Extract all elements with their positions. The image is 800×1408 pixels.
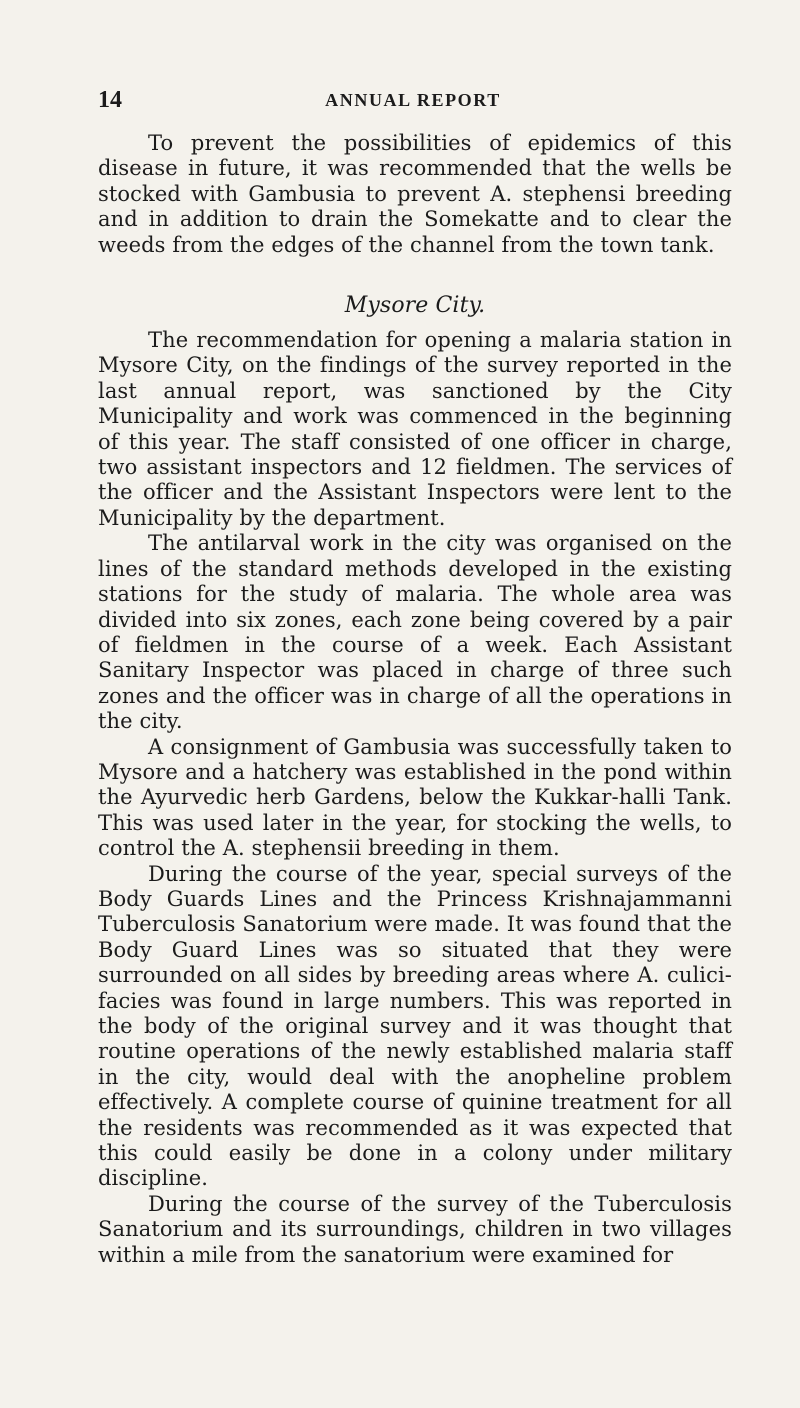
section-heading: Mysore City. xyxy=(344,293,486,319)
page-header xyxy=(98,86,728,116)
spacer xyxy=(98,258,732,293)
page-number: 14 xyxy=(98,87,122,113)
paragraph: During the course of the survey of the Tuberculosis Sanatorium and its surroundings, children in two villages within a mile from the sanatorium were examined for xyxy=(98,1191,732,1267)
paragraph: During the course of the year, special surveys of the Body Guards Lines and the Princess Krishnajammanni Tuberculosis Sanatorium were made. It was found that the Body Guard Lines was so situated that they were surrounded on all sides by breeding areas where A. culici-facies was found in large numbers. This was reported in the body of the original survey and it was thought that routine operations of the newly established malaria staff in the city, would deal with the anopheline problem effectively. A complete course of quinine treatment for all the residents was recommended as it was expected that this could easily be done in a colony under military discipline. xyxy=(98,861,732,1191)
paragraph: To prevent the possibilities of epidemics of this disease in future, it was recommended that the wells be stocked with Gambusia to prevent A. stephensi breeding and in addition to drain the Somekatte and to clear the weeds from the edges of the channel from the town tank. xyxy=(98,131,732,257)
paragraph: The recommendation for opening a malaria station in Mysore City, on the findings of the survey reported in the last annual report, was sanctioned by the City Municipality and work was commenced in the beginning of this year. The staff consisted of one officer in charge, two assistant inspectors and 12 fieldmen. The services of the officer and the Assistant Inspectors were lent to the Municipality by the department. xyxy=(98,328,732,530)
spacer xyxy=(98,319,732,328)
paragraph: The antilarval work in the city was organised on the lines of the standard methods developed in the existing stations for the study of malaria. The whole area was divided into six zones, each zone being covered by a pair of fieldmen in the course of a week. Each Assistant Sanitary Inspector was placed in charge of three such zones and the officer was in charge of all the operations in the city. xyxy=(98,531,732,734)
body-text xyxy=(98,131,732,1268)
running-head: ANNUAL REPORT xyxy=(325,90,501,110)
paragraph: A consignment of Gambusia was successfully taken to Mysore and a hatchery was established in the pond within the Ayurvedic herb Gardens, below the Kukkar-halli Tank. This was used later in the year, for stocking the wells, to control the A. stephensii breeding in them. xyxy=(98,734,732,861)
